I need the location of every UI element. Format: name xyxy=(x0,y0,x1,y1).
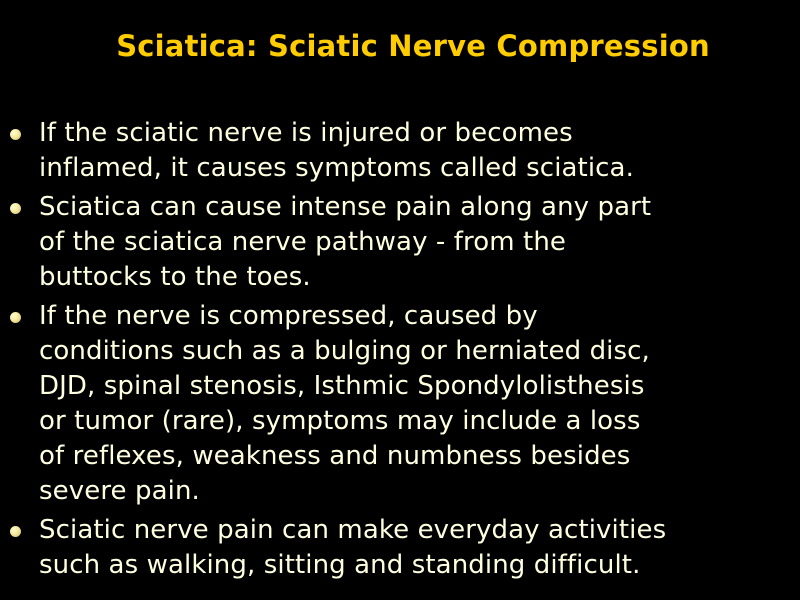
bullet-text xyxy=(39,299,800,509)
bullet-line: Sciatica can cause intense pain along any part xyxy=(39,192,652,222)
bullet-dot-icon xyxy=(10,526,21,537)
bullet-line: or tumor (rare), symptoms may include a loss xyxy=(39,406,641,436)
bullet-line: DJD, spinal stenosis, Isthmic Spondylolisthesis xyxy=(39,371,645,401)
bullet-text xyxy=(39,190,800,295)
bullet-line: of reflexes, weakness and numbness besides xyxy=(39,441,631,471)
bullet-item xyxy=(0,513,800,583)
bullet-line: If the nerve is compressed, caused by xyxy=(39,301,538,331)
bullet-line: inflamed, it causes symptoms called sciatica. xyxy=(39,153,634,183)
bullet-line: of the sciatica nerve pathway - from the xyxy=(39,227,567,257)
bullet-text xyxy=(39,116,800,186)
bullet-line: severe pain. xyxy=(39,476,200,506)
bullet-item xyxy=(0,190,800,295)
bullet-line: conditions such as a bulging or herniated disc, xyxy=(39,336,650,366)
bullet-dot-icon xyxy=(10,203,21,214)
bullet-line: buttocks to the toes. xyxy=(39,262,311,292)
slide-title: Sciatica: Sciatic Nerve Compression xyxy=(116,29,710,63)
bullet-list xyxy=(0,116,800,587)
bullet-dot-icon xyxy=(10,312,21,323)
bullet-item xyxy=(0,299,800,509)
bullet-line: If the sciatic nerve is injured or becomes xyxy=(39,118,573,148)
bullet-dot-icon xyxy=(10,129,21,140)
bullet-item xyxy=(0,116,800,186)
bullet-line: Sciatic nerve pain can make everyday activities xyxy=(39,515,667,545)
bullet-text xyxy=(39,513,800,583)
bullet-line: such as walking, sitting and standing difficult. xyxy=(39,550,641,580)
